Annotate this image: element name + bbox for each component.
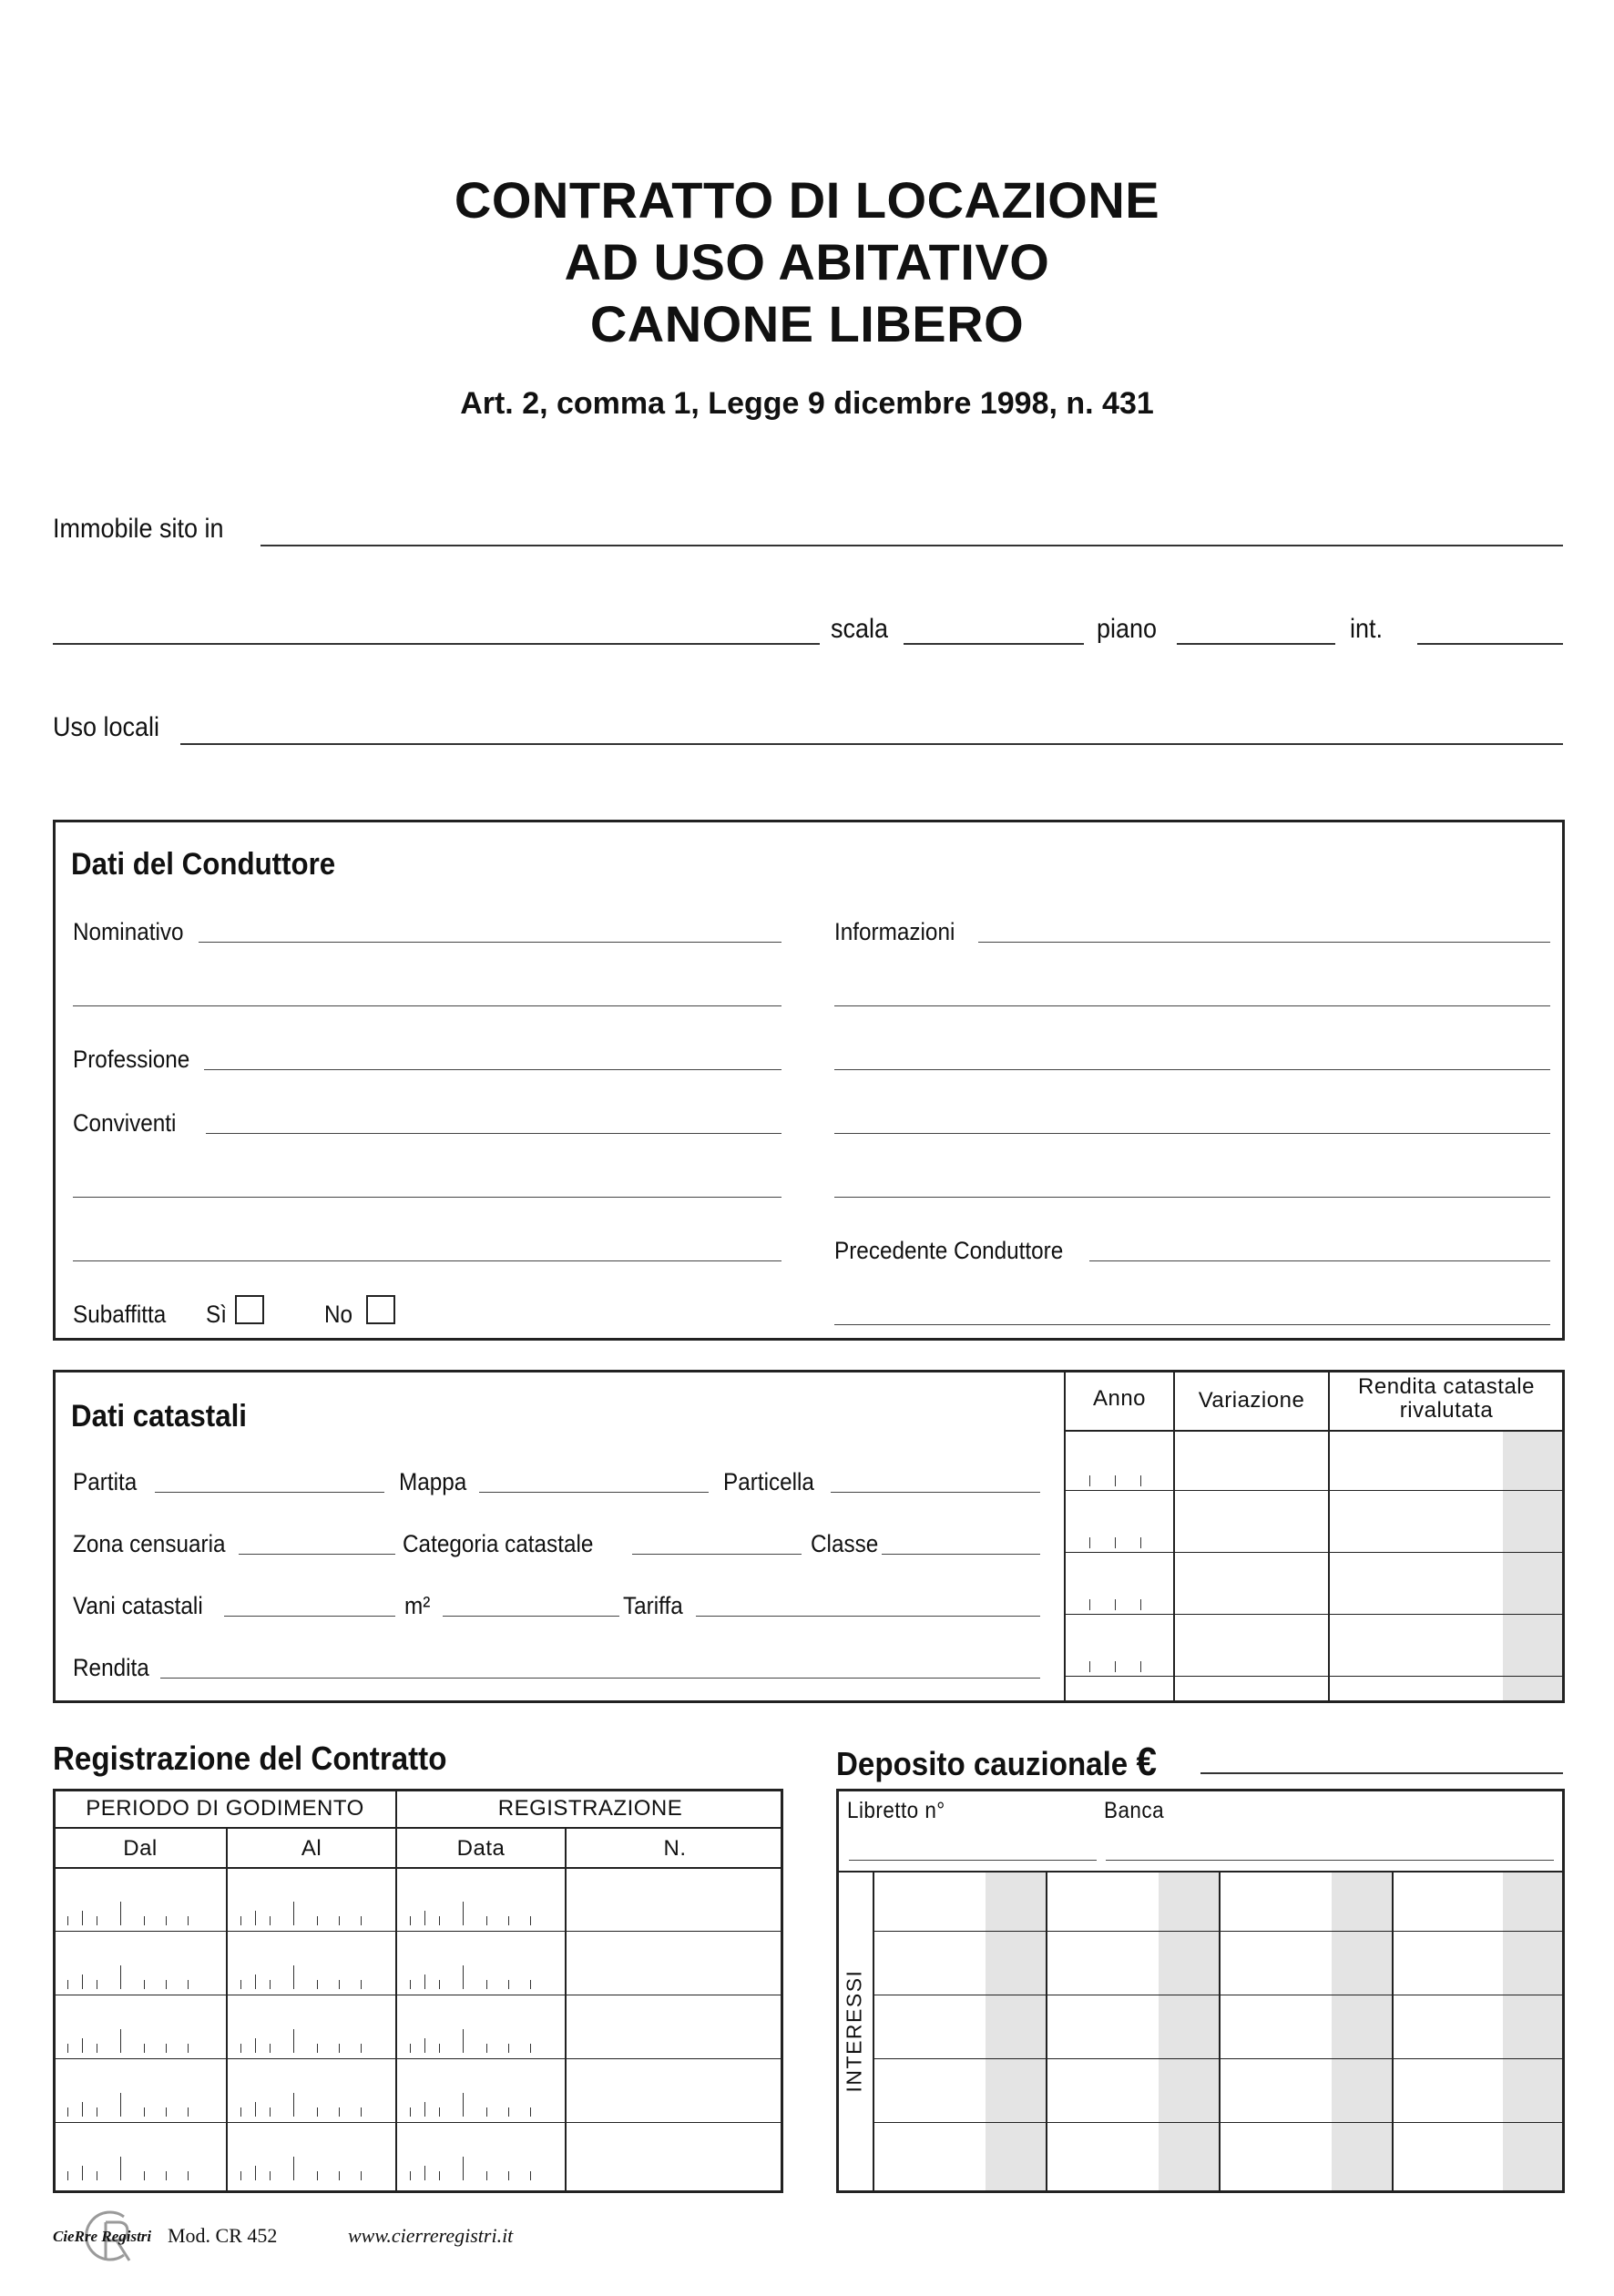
deposito-row-line-4 <box>873 2122 1565 2123</box>
precedente-conduttore-field-2[interactable] <box>834 1324 1550 1325</box>
title-line-3: CANONE LIBERO <box>589 295 1025 352</box>
subaffitta-no-label: No <box>324 1301 353 1328</box>
zona-censuaria-label: Zona censuaria <box>73 1530 226 1557</box>
scala-field[interactable] <box>904 643 1084 645</box>
precedente-conduttore-field[interactable] <box>1089 1260 1550 1261</box>
date-tick <box>240 1980 241 1989</box>
scala-label: scala <box>831 614 889 644</box>
date-tick <box>508 2107 509 2117</box>
registrazione-row-line-3 <box>53 2058 783 2059</box>
date-tick <box>439 1916 440 1925</box>
date-tick <box>1089 1661 1090 1672</box>
date-tick <box>1089 1599 1090 1610</box>
date-tick <box>188 2044 189 2053</box>
date-tick <box>270 2107 271 2117</box>
date-tick <box>270 2171 271 2180</box>
date-tick <box>67 1916 68 1925</box>
date-tick <box>82 1911 83 1925</box>
professione-field[interactable] <box>204 1069 781 1070</box>
col-anno: Anno <box>1092 1386 1147 1411</box>
date-tick <box>339 1916 340 1925</box>
date-tick <box>144 2044 145 2053</box>
date-tick <box>1115 1537 1116 1548</box>
piano-field[interactable] <box>1177 643 1335 645</box>
catastali-col-divider-1 <box>1173 1370 1175 1703</box>
subaffitta-label: Subaffitta <box>73 1301 167 1328</box>
periodo-godimento-header: PERIODO DI GODIMENTO <box>86 1796 364 1821</box>
conviventi-field[interactable] <box>206 1133 781 1134</box>
registrazione-title: Registrazione del Contratto <box>53 1740 447 1777</box>
date-tick <box>120 1902 121 1925</box>
date-tick <box>317 1916 318 1925</box>
catastali-divider <box>1064 1370 1066 1703</box>
conduttore-title: Dati del Conduttore <box>71 847 336 882</box>
date-tick <box>270 1916 271 1925</box>
date-tick <box>270 1980 271 1989</box>
deposito-row-line-1 <box>873 1931 1565 1932</box>
data-header: Data <box>456 1836 506 1861</box>
catastali-shade-column <box>1503 1432 1562 1700</box>
catastali-title: Dati catastali <box>71 1399 247 1434</box>
date-tick <box>293 2157 294 2180</box>
date-tick <box>424 2038 425 2053</box>
catastali-row-line-1 <box>1064 1490 1565 1491</box>
registrazione-header-line-2 <box>53 1867 783 1869</box>
date-tick <box>1140 1661 1141 1672</box>
date-tick <box>439 2044 440 2053</box>
informazioni-field-2[interactable] <box>834 1005 1550 1006</box>
interessi-divider <box>873 1871 874 2193</box>
immobile-sito-label: Immobile sito in <box>53 514 224 544</box>
date-tick <box>1115 1475 1116 1486</box>
date-tick <box>410 1916 411 1925</box>
date-tick <box>486 1916 487 1925</box>
date-tick <box>82 1975 83 1989</box>
rendita-label: Rendita <box>73 1654 149 1681</box>
date-tick <box>339 2044 340 2053</box>
date-tick <box>361 2044 362 2053</box>
date-tick <box>255 1975 256 1989</box>
interessi-label: INTERESSI <box>842 1969 866 2093</box>
date-tick <box>317 2171 318 2180</box>
deposito-row-line-3 <box>873 2058 1565 2059</box>
precedente-conduttore-label: Precedente Conduttore <box>834 1237 1064 1264</box>
al-header: Al <box>301 1836 322 1861</box>
conviventi-field-2[interactable] <box>73 1197 781 1198</box>
catastali-row-line-3 <box>1064 1614 1565 1615</box>
date-tick <box>120 2093 121 2117</box>
registrazione-header: REGISTRAZIONE <box>497 1796 683 1821</box>
conviventi-field-3[interactable] <box>73 1260 781 1261</box>
date-tick <box>317 2107 318 2117</box>
categoria-catastale-label: Categoria catastale <box>403 1530 594 1557</box>
date-tick <box>166 2171 167 2180</box>
rendita-field[interactable] <box>160 1678 1040 1679</box>
subaffitta-si-checkbox[interactable] <box>235 1295 264 1324</box>
date-tick <box>530 2107 531 2117</box>
title-line-2: AD USO ABITATIVO <box>564 233 1050 291</box>
deposito-amount-field[interactable] <box>1200 1772 1563 1774</box>
catastali-row-line-4 <box>1064 1676 1565 1677</box>
col-variazione: Variazione <box>1198 1388 1305 1413</box>
date-tick <box>339 2171 340 2180</box>
date-tick <box>270 2044 271 2053</box>
date-tick <box>240 2171 241 2180</box>
mappa-label: Mappa <box>399 1468 467 1495</box>
date-tick <box>67 2107 68 2117</box>
date-tick <box>463 2093 464 2117</box>
m2-field[interactable] <box>443 1616 619 1617</box>
libretto-label: Libretto n° <box>847 1798 945 1823</box>
informazioni-field-5[interactable] <box>834 1197 1550 1198</box>
date-tick <box>486 2171 487 2180</box>
date-tick <box>508 2044 509 2053</box>
date-tick <box>188 1980 189 1989</box>
piano-label: piano <box>1097 614 1158 644</box>
conviventi-label: Conviventi <box>73 1109 177 1137</box>
date-tick <box>293 1965 294 1989</box>
date-tick <box>410 2107 411 2117</box>
date-tick <box>410 1980 411 1989</box>
date-tick <box>166 1980 167 1989</box>
date-tick <box>240 1916 241 1925</box>
date-tick <box>1089 1475 1090 1486</box>
deposito-table <box>836 1789 1565 2193</box>
date-tick <box>424 1911 425 1925</box>
dal-header: Dal <box>123 1836 158 1861</box>
immobile-sito-field[interactable] <box>260 545 1563 546</box>
deposito-title-text: Deposito cauzionale <box>836 1745 1129 1782</box>
date-tick <box>530 1916 531 1925</box>
date-tick <box>530 2171 531 2180</box>
m2-label: m² <box>404 1592 431 1619</box>
date-tick <box>361 2171 362 2180</box>
n-header: N. <box>663 1836 687 1861</box>
date-tick <box>530 2044 531 2053</box>
informazioni-field-3[interactable] <box>834 1069 1550 1070</box>
banca-label: Banca <box>1104 1798 1165 1823</box>
date-tick <box>339 1980 340 1989</box>
subaffitta-no-checkbox[interactable] <box>366 1295 395 1324</box>
date-tick <box>255 2166 256 2180</box>
date-tick <box>67 2171 68 2180</box>
date-tick <box>508 1980 509 1989</box>
date-tick <box>166 2044 167 2053</box>
vani-catastali-field[interactable] <box>224 1616 395 1617</box>
date-tick <box>410 2171 411 2180</box>
uso-locali-field[interactable] <box>180 743 1563 745</box>
date-tick <box>82 2166 83 2180</box>
date-tick <box>120 2157 121 2180</box>
partita-label: Partita <box>73 1468 138 1495</box>
date-tick <box>317 1980 318 1989</box>
date-tick <box>439 1980 440 1989</box>
date-tick <box>82 2102 83 2117</box>
registrazione-header-line-1 <box>53 1827 783 1829</box>
date-tick <box>166 2107 167 2117</box>
euro-icon: € <box>1136 1740 1157 1784</box>
catastali-row-line-2 <box>1064 1552 1565 1553</box>
date-tick <box>240 2044 241 2053</box>
date-tick <box>508 1916 509 1925</box>
registrazione-row-line-4 <box>53 2122 783 2123</box>
catastali-header-line <box>1064 1430 1565 1432</box>
particella-field[interactable] <box>831 1492 1040 1493</box>
footer-model: Mod. CR 452 <box>168 2224 278 2247</box>
date-tick <box>144 1980 145 1989</box>
deposito-title <box>836 1740 1157 1785</box>
immobile-address-field[interactable] <box>53 643 820 645</box>
date-tick <box>67 1980 68 1989</box>
date-tick <box>240 2107 241 2117</box>
date-tick <box>1140 1475 1141 1486</box>
date-tick <box>424 2102 425 2117</box>
date-tick <box>1115 1599 1116 1610</box>
banca-field[interactable] <box>1106 1860 1554 1861</box>
int-label: int. <box>1350 614 1384 644</box>
date-tick <box>255 2102 256 2117</box>
date-tick <box>293 2029 294 2053</box>
date-tick <box>439 2107 440 2117</box>
nominativo-label: Nominativo <box>73 918 184 945</box>
date-tick <box>120 1965 121 1989</box>
deposito-col-divider-2 <box>1219 1871 1221 2193</box>
uso-locali-label: Uso locali <box>53 712 160 742</box>
vani-catastali-label: Vani catastali <box>73 1592 203 1619</box>
particella-label: Particella <box>723 1468 814 1495</box>
date-tick <box>144 2107 145 2117</box>
informazioni-field[interactable] <box>978 942 1550 943</box>
date-tick <box>424 2166 425 2180</box>
date-tick <box>361 2107 362 2117</box>
registrazione-col-divider-1 <box>226 1827 228 2193</box>
classe-label: Classe <box>811 1530 879 1557</box>
date-tick <box>424 1975 425 1989</box>
date-tick <box>530 1980 531 1989</box>
date-tick <box>508 2171 509 2180</box>
subtitle: Art. 2, comma 1, Legge 9 dicembre 1998, n. 431 <box>460 386 1154 421</box>
col-rendita-rivalutata <box>1330 1375 1563 1423</box>
date-tick <box>1115 1661 1116 1672</box>
date-tick <box>463 2157 464 2180</box>
nominativo-field[interactable] <box>199 942 781 943</box>
date-tick <box>188 2107 189 2117</box>
col-rendita-line-2: rivalutata <box>1399 1398 1494 1423</box>
nominativo-field-2[interactable] <box>73 1005 781 1006</box>
date-tick <box>67 2044 68 2053</box>
partita-field[interactable] <box>155 1492 384 1493</box>
date-tick <box>82 2038 83 2053</box>
registrazione-col-divider-2 <box>565 1827 567 2193</box>
tariffa-label: Tariffa <box>623 1592 683 1619</box>
date-tick <box>339 2107 340 2117</box>
date-tick <box>1140 1537 1141 1548</box>
registrazione-row-line-1 <box>53 1931 783 1932</box>
date-tick <box>188 1916 189 1925</box>
date-tick <box>293 2093 294 2117</box>
categoria-catastale-field[interactable] <box>632 1554 802 1555</box>
date-tick <box>463 1902 464 1925</box>
professione-label: Professione <box>73 1046 190 1073</box>
date-tick <box>293 1902 294 1925</box>
informazioni-field-4[interactable] <box>834 1133 1550 1134</box>
date-tick <box>188 2171 189 2180</box>
footer-brand: CieRre Registri <box>53 2228 152 2245</box>
date-tick <box>1089 1537 1090 1548</box>
deposito-col-divider-1 <box>1046 1871 1047 2193</box>
date-tick <box>439 2171 440 2180</box>
int-field[interactable] <box>1417 643 1563 645</box>
deposito-col-divider-3 <box>1392 1871 1394 2193</box>
date-tick <box>144 2171 145 2180</box>
mappa-field[interactable] <box>479 1492 709 1493</box>
date-tick <box>410 2044 411 2053</box>
date-tick <box>317 2044 318 2053</box>
zona-censuaria-field[interactable] <box>239 1554 395 1555</box>
date-tick <box>166 1916 167 1925</box>
date-tick <box>486 2044 487 2053</box>
conduttore-box <box>53 820 1565 1341</box>
date-tick <box>486 2107 487 2117</box>
date-tick <box>486 1980 487 1989</box>
footer-website[interactable]: www.cierreregistri.it <box>348 2224 514 2247</box>
deposito-header-line <box>836 1871 1565 1873</box>
col-rendita-line-1: Rendita catastale <box>1358 1374 1535 1399</box>
date-tick <box>463 2029 464 2053</box>
tariffa-field[interactable] <box>696 1616 1040 1617</box>
title-line-1: CONTRATTO DI LOCAZIONE <box>454 171 1160 229</box>
date-tick <box>255 1911 256 1925</box>
date-tick <box>120 2029 121 2053</box>
date-tick <box>1140 1599 1141 1610</box>
classe-field[interactable] <box>882 1554 1040 1555</box>
date-tick <box>361 1916 362 1925</box>
subaffitta-si-label: Sì <box>206 1301 227 1328</box>
date-tick <box>463 1965 464 1989</box>
date-tick <box>255 2038 256 2053</box>
date-tick <box>361 1980 362 1989</box>
informazioni-label: Informazioni <box>834 918 955 945</box>
libretto-field[interactable] <box>849 1860 1097 1861</box>
date-tick <box>144 1916 145 1925</box>
